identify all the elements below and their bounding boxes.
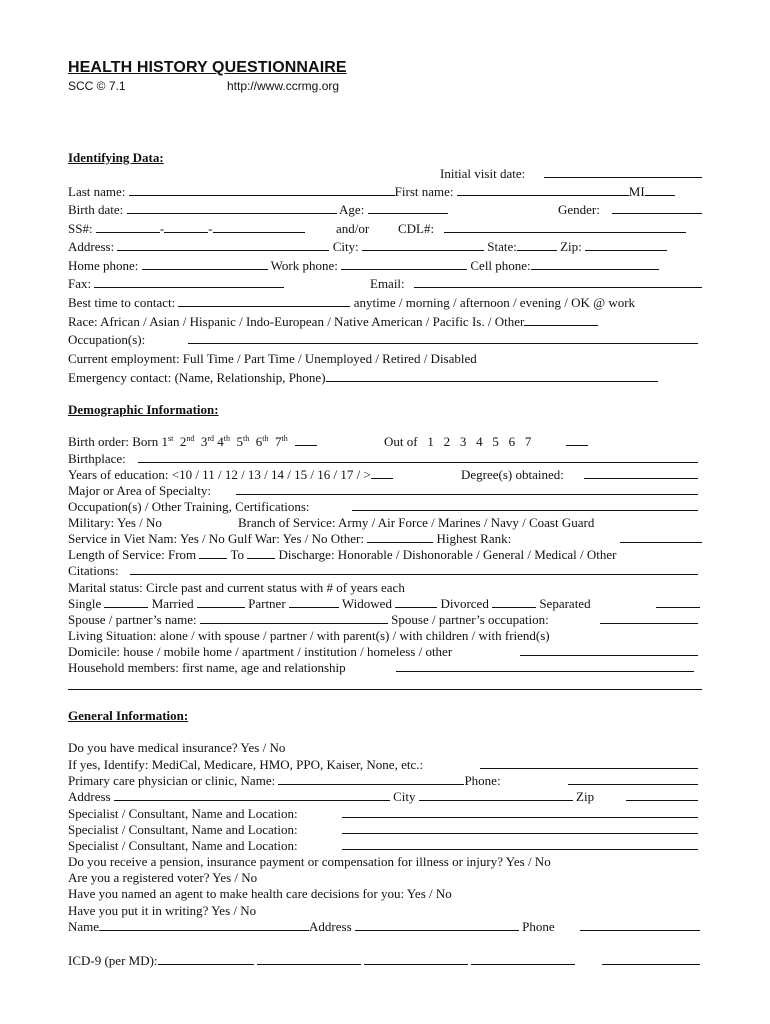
occupation-row xyxy=(68,332,702,347)
race-other-field[interactable] xyxy=(524,314,598,326)
primary-phone-label: Phone: xyxy=(464,773,501,788)
address-row xyxy=(68,239,702,254)
ss-field-1[interactable] xyxy=(96,221,160,233)
agent-row xyxy=(68,886,702,901)
training-label: Occupation(s) / Other Training, Certifications: xyxy=(68,499,310,514)
specialist-field-3[interactable] xyxy=(342,838,698,850)
single-label: Single xyxy=(68,596,102,611)
length-row xyxy=(68,547,702,562)
section-heading: Demographic Information: xyxy=(68,402,219,417)
icd-row xyxy=(68,953,702,968)
education-field[interactable] xyxy=(371,467,393,479)
vietnam-row xyxy=(68,531,702,546)
specialist-field-1[interactable] xyxy=(342,806,698,818)
spouse-row xyxy=(68,612,702,627)
icd-field-1[interactable] xyxy=(158,953,254,965)
employment-row xyxy=(68,351,702,366)
name-row xyxy=(68,184,702,199)
home-phone-label: Home phone: xyxy=(68,258,139,273)
separated-label: Separated xyxy=(539,596,591,611)
primary-label: Primary care physician or clinic, Name: xyxy=(68,773,276,788)
agent-label: Have you named an agent to make health care decisions for you: Yes / No xyxy=(68,886,452,901)
first-name-label: First name: xyxy=(394,184,454,199)
ordinal-7: 7th xyxy=(274,434,288,449)
degrees-label: Degree(s) obtained: xyxy=(461,467,564,482)
widowed-label: Widowed xyxy=(341,596,392,611)
initial-visit-field[interactable] xyxy=(544,166,702,178)
spouse-name-field[interactable] xyxy=(200,612,388,624)
training-row xyxy=(68,499,702,514)
work-phone-field[interactable] xyxy=(341,258,467,270)
divorced-field[interactable] xyxy=(492,596,536,608)
occupation-label: Occupation(s): xyxy=(68,332,146,347)
insurance-row xyxy=(68,740,702,755)
age-label: Age: xyxy=(339,202,365,217)
spouse-name-label: Spouse / partner’s name: xyxy=(68,612,197,627)
ssn-row xyxy=(68,221,702,236)
identify-field[interactable] xyxy=(480,757,698,769)
section-heading: General Information: xyxy=(68,708,189,723)
employment-label: Current employment: Full Time / Part Time / Unemployed / Retired / Disabled xyxy=(68,351,477,366)
siblings-field[interactable] xyxy=(566,434,588,446)
spouse-occupation-field[interactable] xyxy=(600,612,698,624)
birth-order-field[interactable] xyxy=(295,434,317,446)
marital-status-row xyxy=(68,596,702,611)
primary-zip-label: Zip xyxy=(576,789,595,804)
primary-row xyxy=(68,773,702,788)
citations-field[interactable] xyxy=(130,563,698,575)
agent-address-label: Address xyxy=(309,919,352,934)
living-label: Living Situation: alone / with spouse / partner / with parent(s) / with children / with friend(s) xyxy=(68,628,550,643)
gender-label: Gender: xyxy=(558,202,600,217)
pension-label: Do you receive a pension, insurance payment or compensation for illness or injury? Yes / No xyxy=(68,854,551,869)
first-name-field[interactable] xyxy=(457,184,629,196)
household-row xyxy=(68,660,702,675)
specialist-label: Specialist / Consultant, Name and Location: xyxy=(68,838,298,853)
birthplace-row xyxy=(68,451,702,466)
partner-field[interactable] xyxy=(289,596,339,608)
household-extra-line[interactable] xyxy=(68,689,702,690)
icd-field-4[interactable] xyxy=(471,953,575,965)
form-code: SCC © 7.1 xyxy=(68,79,126,93)
race-label: Race: African / Asian / Hispanic / Indo-European / Native American / Pacific Is. / Other xyxy=(68,314,525,329)
ordinal-5: 5th xyxy=(236,434,250,449)
form-url: http://www.ccrmg.org xyxy=(227,79,340,93)
cell-phone-field[interactable] xyxy=(531,258,659,270)
agent-name-label: Name xyxy=(68,919,100,934)
pension-row xyxy=(68,854,702,869)
initial-visit-label: Initial visit date: xyxy=(440,166,526,181)
address-label: Address: xyxy=(68,239,115,254)
primary-address-field[interactable] xyxy=(114,789,390,801)
fax-row xyxy=(68,276,702,291)
agent-phone-label: Phone xyxy=(522,919,555,934)
zip-label: Zip: xyxy=(560,239,582,254)
zip-field[interactable] xyxy=(585,239,667,251)
birthplace-field[interactable] xyxy=(138,451,698,463)
section-demographic xyxy=(68,402,702,417)
specialist-field-2[interactable] xyxy=(342,822,698,834)
emergency-field[interactable] xyxy=(326,370,658,382)
icd-field-5[interactable] xyxy=(602,953,700,965)
occupation-field[interactable] xyxy=(188,332,698,344)
best-time-options: anytime / morning / afternoon / evening / OK @ work xyxy=(353,295,636,310)
icd-field-2[interactable] xyxy=(257,953,361,965)
writing-label: Have you put it in writing? Yes / No xyxy=(68,903,257,918)
living-row xyxy=(68,628,702,643)
degrees-field[interactable] xyxy=(584,467,698,479)
education-label: Years of education: <10 / 11 / 12 / 13 / 14 / 15 / 16 / 17 / > xyxy=(68,467,371,482)
ordinal-4: 4th xyxy=(217,434,231,449)
widowed-field[interactable] xyxy=(395,596,437,608)
primary-address-label: Address xyxy=(68,789,111,804)
writing-row xyxy=(68,903,702,918)
mi-label: MI xyxy=(628,184,645,199)
address-field[interactable] xyxy=(117,239,329,251)
major-field[interactable] xyxy=(236,483,698,495)
military-label: Military: Yes / No xyxy=(68,515,162,530)
section-heading: Identifying Data: xyxy=(68,150,164,165)
state-label: State: xyxy=(487,239,517,254)
identify-row xyxy=(68,757,702,772)
voter-row xyxy=(68,870,702,885)
primary-phone-field[interactable] xyxy=(568,773,698,785)
military-row xyxy=(68,515,702,530)
primary-city-label: City xyxy=(393,789,416,804)
last-name-label: Last name: xyxy=(68,184,126,199)
ordinal-1: 1st xyxy=(161,434,174,449)
ss-dash-2: - xyxy=(208,221,213,236)
race-row xyxy=(68,314,702,329)
ordinal-2: 2nd xyxy=(179,434,195,449)
ordinal-3: 3rd xyxy=(200,434,215,449)
mi-field[interactable] xyxy=(645,184,675,196)
training-field[interactable] xyxy=(352,499,698,511)
primary-zip-field[interactable] xyxy=(626,789,698,801)
best-time-field[interactable] xyxy=(178,295,350,307)
gender-field[interactable] xyxy=(612,202,702,214)
ss-label: SS#: xyxy=(68,221,93,236)
marital-label: Marital status: Circle past and current status with # of years each xyxy=(68,580,405,595)
separated-field[interactable] xyxy=(656,596,700,608)
single-field[interactable] xyxy=(104,596,148,608)
household-field[interactable] xyxy=(396,660,694,672)
partner-label: Partner xyxy=(248,596,286,611)
work-phone-label: Work phone: xyxy=(270,258,338,273)
home-phone-field[interactable] xyxy=(142,258,268,270)
ss-field-3[interactable] xyxy=(213,221,305,233)
primary-city-field[interactable] xyxy=(419,789,573,801)
email-field[interactable] xyxy=(414,276,702,288)
agent-phone-field[interactable] xyxy=(580,919,700,931)
to-field[interactable] xyxy=(247,547,275,559)
icd-field-3[interactable] xyxy=(364,953,468,965)
domicile-row xyxy=(68,644,702,659)
marital-row xyxy=(68,580,702,595)
state-field[interactable] xyxy=(517,239,557,251)
out-of-label: Out of 1 2 3 4 5 6 7 xyxy=(384,434,532,449)
emergency-row xyxy=(68,370,702,385)
birthplace-label: Birthplace: xyxy=(68,451,126,466)
section-general xyxy=(68,708,702,723)
agent-name-field[interactable] xyxy=(99,919,309,931)
agent-contact-row xyxy=(68,919,702,934)
primary-name-field[interactable] xyxy=(278,773,464,785)
citations-label: Citations: xyxy=(68,563,119,578)
birth-order-label: Birth order: Born xyxy=(68,434,159,449)
major-row xyxy=(68,483,702,498)
domicile-field[interactable] xyxy=(520,644,698,656)
birth-row xyxy=(68,202,702,217)
household-label: Household members: first name, age and relationship xyxy=(68,660,346,675)
vietnam-label: Service in Viet Nam: Yes / No xyxy=(68,531,225,546)
agent-address-field[interactable] xyxy=(355,919,519,931)
other-label: Other: xyxy=(330,531,364,546)
phone-row xyxy=(68,258,702,273)
birth-order-row xyxy=(68,434,702,449)
branch-label: Branch of Service: Army / Air Force / Marines / Navy / Coast Guard xyxy=(238,515,595,530)
specialist-row-2 xyxy=(68,822,702,837)
fax-field[interactable] xyxy=(94,276,284,288)
married-label: Married xyxy=(151,596,194,611)
length-from-label: Length of Service: From xyxy=(68,547,197,562)
insurance-label: Do you have medical insurance? Yes / No xyxy=(68,740,286,755)
specialist-row-3 xyxy=(68,838,702,853)
section-identifying xyxy=(68,150,702,165)
city-label: City: xyxy=(332,239,359,254)
rank-label: Highest Rank: xyxy=(436,531,512,546)
specialist-row-1 xyxy=(68,806,702,821)
from-field[interactable] xyxy=(199,547,227,559)
gulf-label: Gulf War: Yes / No xyxy=(228,531,328,546)
discharge-label: Discharge: Honorable / Dishonorable / General / Medical / Other xyxy=(278,547,617,562)
ss-field-2[interactable] xyxy=(164,221,208,233)
cell-phone-label: Cell phone: xyxy=(470,258,531,273)
email-label: Email: xyxy=(370,276,405,291)
specialist-label: Specialist / Consultant, Name and Location: xyxy=(68,806,298,821)
best-time-row xyxy=(68,295,702,310)
divorced-label: Divorced xyxy=(440,596,489,611)
fax-label: Fax: xyxy=(68,276,92,291)
identify-label: If yes, Identify: MediCal, Medicare, HMO, PPO, Kaiser, None, etc.: xyxy=(68,757,424,772)
married-field[interactable] xyxy=(197,596,245,608)
domicile-label: Domicile: house / mobile home / apartment / institution / homeless / other xyxy=(68,644,453,659)
ordinal-6: 6th xyxy=(255,434,269,449)
cdl-field[interactable] xyxy=(444,221,686,233)
other-field[interactable] xyxy=(367,531,433,543)
age-field[interactable] xyxy=(368,202,448,214)
birth-date-label: Birth date: xyxy=(68,202,124,217)
birth-date-field[interactable] xyxy=(127,202,337,214)
ss-dash-1: - xyxy=(159,221,165,236)
education-row xyxy=(68,467,702,482)
form-title: HEALTH HISTORY QUESTIONNAIRE xyxy=(68,59,347,76)
and-or-label: and/or xyxy=(336,221,370,236)
primary-address-row xyxy=(68,789,702,804)
citations-row xyxy=(68,563,702,578)
voter-label: Are you a registered voter? Yes / No xyxy=(68,870,258,885)
specialist-label: Specialist / Consultant, Name and Location: xyxy=(68,822,298,837)
rank-field[interactable] xyxy=(620,531,702,543)
spouse-occupation-label: Spouse / partner’s occupation: xyxy=(391,612,549,627)
last-name-field[interactable] xyxy=(129,184,395,196)
to-label: To xyxy=(230,547,244,562)
emergency-label: Emergency contact: (Name, Relationship, Phone) xyxy=(68,370,326,385)
cdl-label: CDL#: xyxy=(398,221,435,236)
city-field[interactable] xyxy=(362,239,484,251)
icd-label: ICD-9 (per MD): xyxy=(68,953,158,968)
major-label: Major or Area of Specialty: xyxy=(68,483,211,498)
best-time-label: Best time to contact: xyxy=(68,295,176,310)
